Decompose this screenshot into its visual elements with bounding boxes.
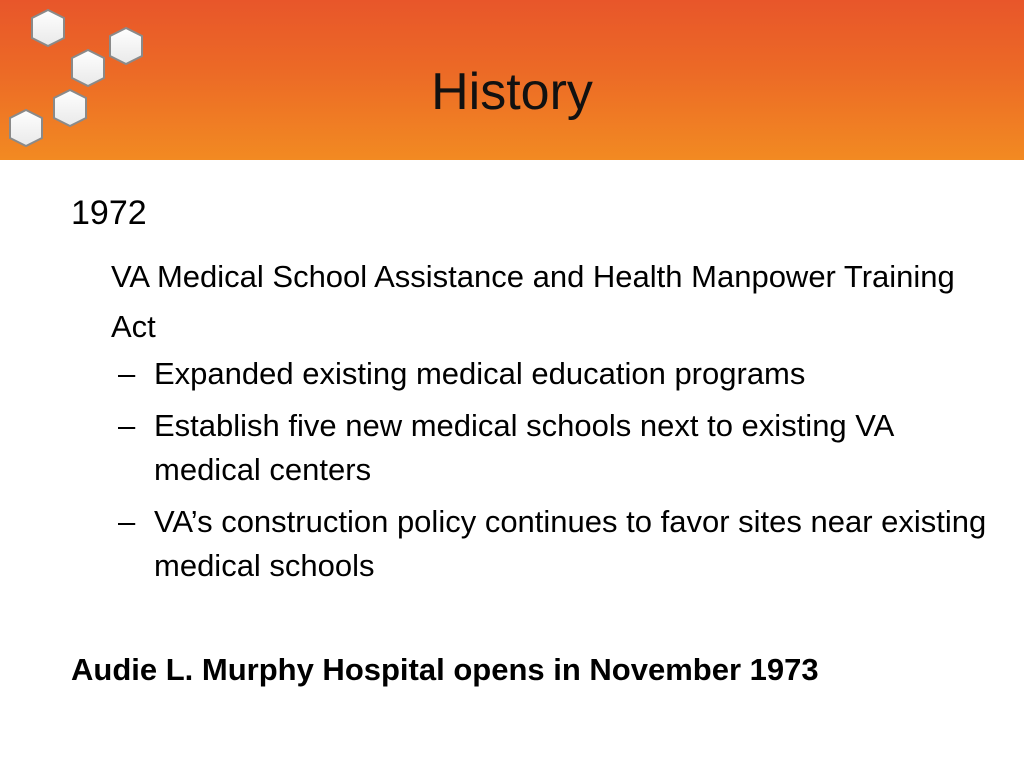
bullet-text: Expanded existing medical education programs: [154, 356, 806, 391]
bullet-item: [118, 500, 998, 588]
hexagon-shape: [32, 10, 64, 46]
year-heading: 1972: [71, 194, 147, 232]
slide-title: History: [431, 63, 593, 121]
act-name: VA Medical School Assistance and Health Manpower Training Act: [111, 259, 955, 344]
hospital-opening-note: Audie L. Murphy Hospital opens in November 1973: [71, 652, 819, 687]
bullet-item: [118, 352, 998, 396]
bullet-dash: –: [118, 504, 136, 539]
hexagon-shape: [110, 28, 142, 64]
bullet-list: [118, 352, 998, 596]
bullet-dash: –: [118, 408, 136, 443]
bullet-dash: –: [118, 356, 136, 391]
bullet-item: [118, 404, 998, 492]
bullet-text: Establish five new medical schools next to existing VA medical centers: [154, 408, 893, 487]
bullet-text: VA’s construction policy continues to favor sites near existing medical schools: [154, 504, 987, 583]
header-band: [0, 0, 1024, 160]
